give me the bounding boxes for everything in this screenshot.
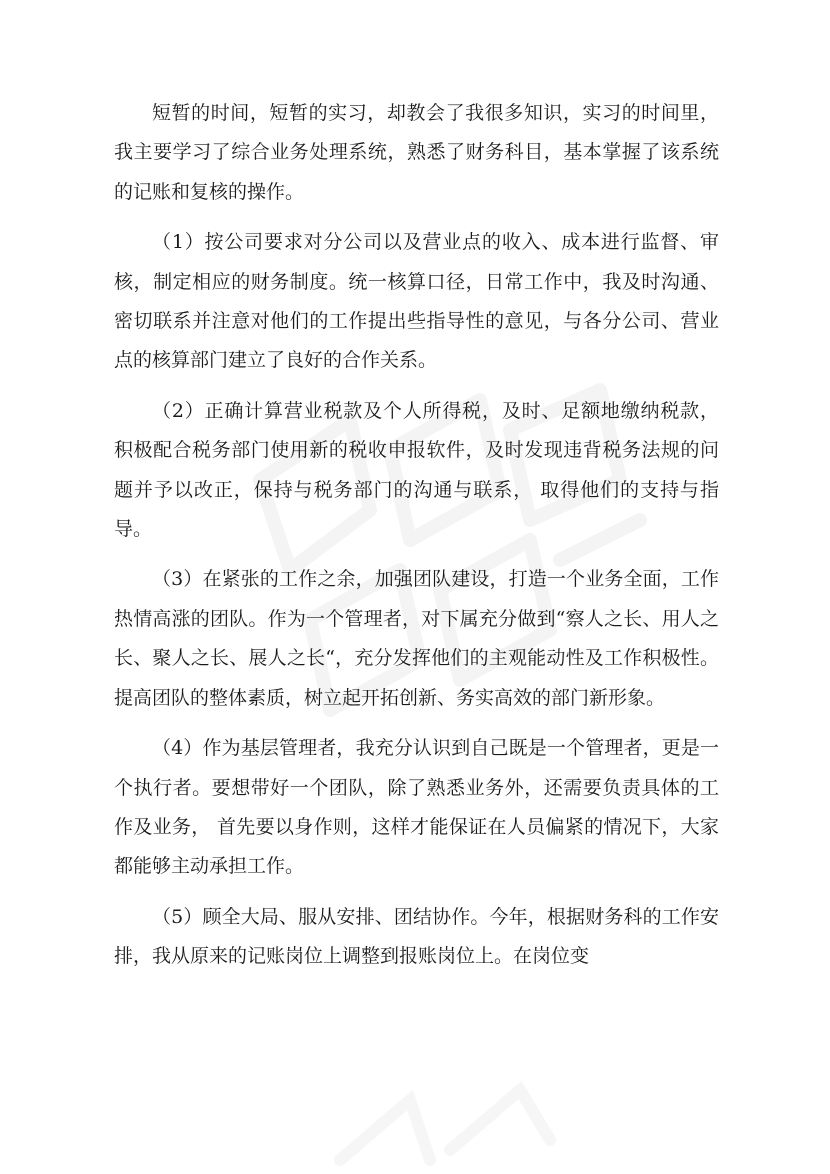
paragraph-intro: 短暂的时间，短暂的实习，却教会了我很多知识，实习的时间里，我主要学习了综合业务处理系统，熟悉了财务科目，基本掌握了该系统的记账和复核的操作。 [114,102,719,203]
paragraph-item-2: （2）正确计算营业税款及个人所得税，及时、足额地缴纳税款， 积极配合税务部门使用新的税收申报软件，及时发现违背税务法规的问题并予以改正，保持与税务部门的沟通与联系， 取得他们的支持与指导。 [114,399,719,541]
paragraph-item-4: （4）作为基层管理者，我充分认识到自己既是一个管理者，更是一个执行者。要想带好一个团队，除了熟悉业务外，还需要负责具体的工作及业务， 首先要以身作则，这样才能保证在人员偏紧的情况下，大家都能够主动承担工作。 [114,737,719,878]
paragraph-item-5: （5）顾全大局、服从安排、团结协作。今年，根据财务科的工作安排，我从原来的记账岗位上调整到报账岗位上。在岗位变 [114,905,719,968]
paragraph-item-3: （3）在紧张的工作之余，加强团队建设，打造一个业务全面，工作热情高涨的团队。作为一个管理者，对下属充分做到“察人之长、用人之长、聚人之长、展人之长“，充分发挥他们的主观能动性及工作积极性。提高团队的整体素质，树立起开拓创新、务实高效的部门新形象。 [114,568,719,709]
watermark-fragment-icon [320,990,580,1174]
paragraph-item-1: （1）按公司要求对分公司以及营业点的收入、成本进行监督、审核，制定相应的财务制度。统一核算口径，日常工作中，我及时沟通、密切联系并注意对他们的工作提出些指导性的意见，与各分公司、营业点的核算部门建立了良好的合作关系。 [114,231,719,372]
document-body [114,94,719,988]
